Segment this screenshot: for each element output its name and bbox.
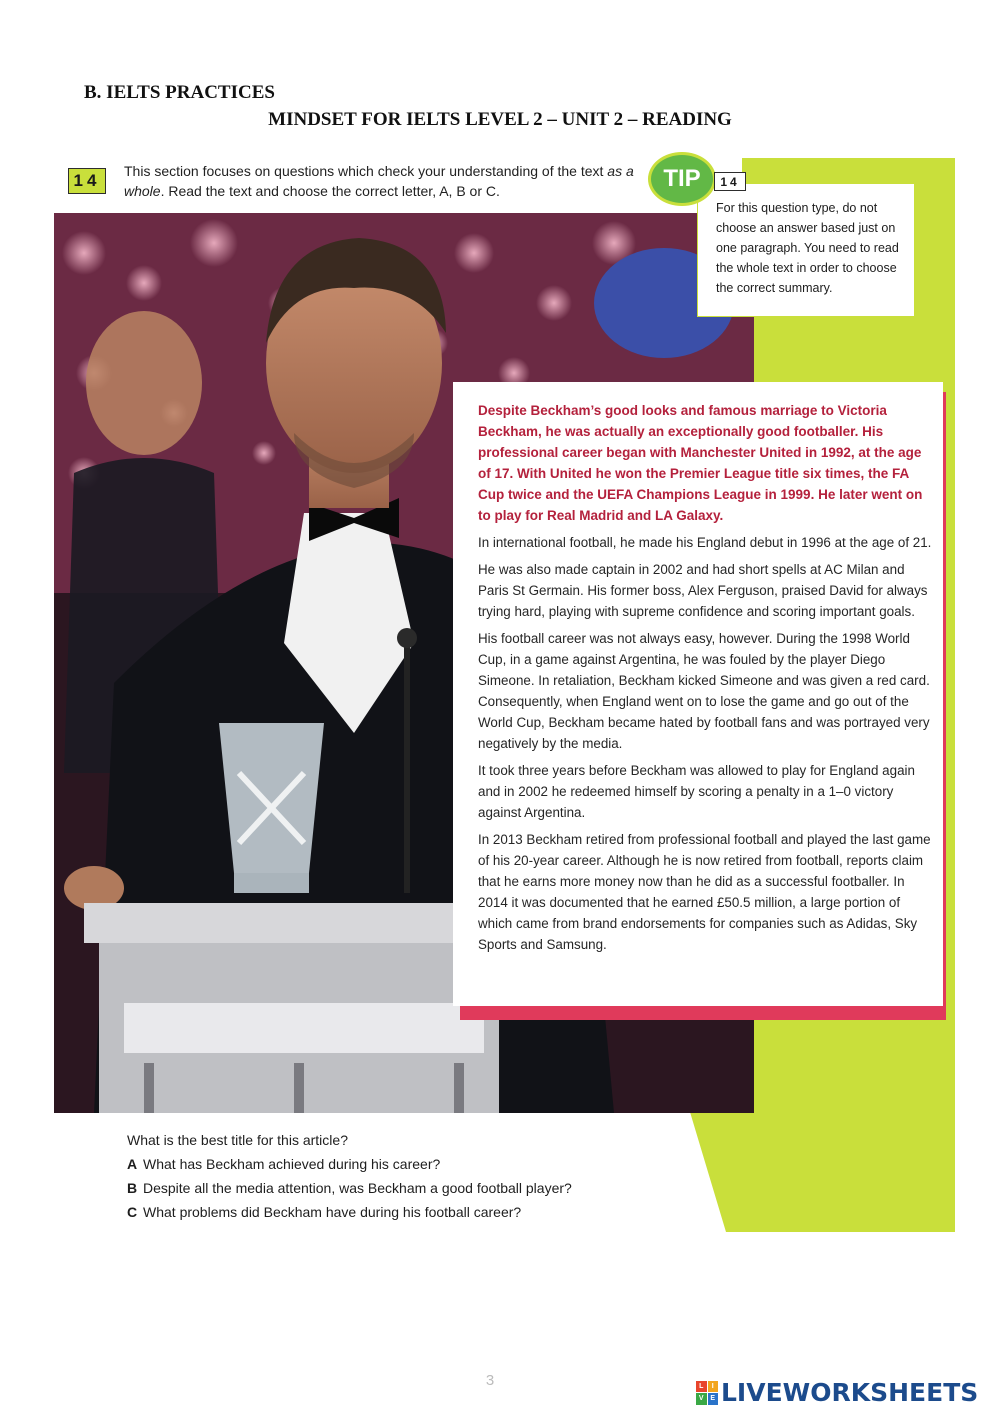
answer-option-c[interactable] [127, 1200, 687, 1224]
logo-letter: E [708, 1393, 719, 1405]
liveworksheets-logo[interactable] [696, 1378, 978, 1407]
logo-letter: V [696, 1393, 707, 1405]
article-body [478, 400, 933, 961]
option-letter: A [127, 1156, 138, 1172]
article-paragraph: In 2013 Beckham retired from professional football and played the last game of his 20-year career. Although he is now retired from football, reports claim that he earns more money now than he did as a successful footballer. In 2014 it was documented that he earned £50.5 million, a large portion of which came from brand endorsements for companies such as Adidas, Sky Sports and Samsung. [478, 832, 931, 952]
page-number: 3 [485, 1372, 495, 1389]
tip-text: For this question type, do not choose an answer based just on one paragraph. You need to read the whole text in order to choose the correct summary. [716, 201, 899, 295]
option-text: What problems did Beckham have during his football career? [143, 1204, 522, 1220]
section-heading: B. IELTS PRACTICES [84, 82, 275, 103]
option-letter: C [127, 1204, 138, 1220]
article-paragraph: It took three years before Beckham was allowed to play for England again and in 2002 he redeemed himself by scoring a penalty in a 1–0 victory against Argentina. [478, 763, 915, 820]
logo-letter: L [696, 1381, 707, 1393]
article-lead-paragraph: Despite Beckham’s good looks and famous marriage to Victoria Beckham, he was actually an exceptionally good footballer. His professional career began with Manchester United in 1992, at the age of 17. With United he won the Premier League title six times, the FA Cup twice and the UEFA Champions League in 1999. He later went on to play for Real Madrid and LA Galaxy. [478, 403, 923, 523]
logo-letter: I [708, 1381, 719, 1393]
question-prompt: What is the best title for this article? [127, 1132, 348, 1148]
answer-option-b[interactable] [127, 1176, 687, 1200]
instruction-text-start: This section focuses on questions which check your understanding of the text [124, 163, 608, 179]
option-letter: B [127, 1180, 138, 1196]
tip-number-badge: 14 [714, 172, 746, 191]
unit-subtitle: MINDSET FOR IELTS LEVEL 2 – UNIT 2 – READING [268, 109, 732, 130]
exercise-instruction [124, 161, 644, 201]
article-paragraph: In international football, he made his England debut in 1996 at the age of 21. [478, 535, 932, 550]
article-paragraph: His football career was not always easy, however. During the 1998 World Cup, in a game against Argentina, he was fouled by the player Diego Simeone. In retaliation, Beckham kicked Simeone and was given a red card. Consequently, when England went on to lose the game and go out of the World Cup, Beckham became hated by football fans and was portrayed very negatively by the media. [478, 631, 930, 751]
instruction-text-end: . Read the text and choose the correct letter, A, B or C. [160, 183, 500, 199]
tip-bubble: TIP [648, 152, 716, 206]
exercise-number-badge: 14 [68, 168, 106, 194]
option-text: Despite all the media attention, was Beckham a good football player? [143, 1180, 572, 1196]
logo-mark-icon [696, 1381, 718, 1405]
question-block [127, 1128, 687, 1224]
answer-option-a[interactable] [127, 1152, 687, 1176]
article-paragraph: He was also made captain in 2002 and had short spells at AC Milan and Paris St Germain. His former boss, Alex Ferguson, praised David for always trying hard, playing with supreme confidence and scoring important goals. [478, 562, 928, 619]
brand-name: LIVEWORKSHEETS [721, 1378, 979, 1407]
option-text: What has Beckham achieved during his career? [143, 1156, 441, 1172]
instruction-emphasis: as a whole [124, 163, 634, 199]
